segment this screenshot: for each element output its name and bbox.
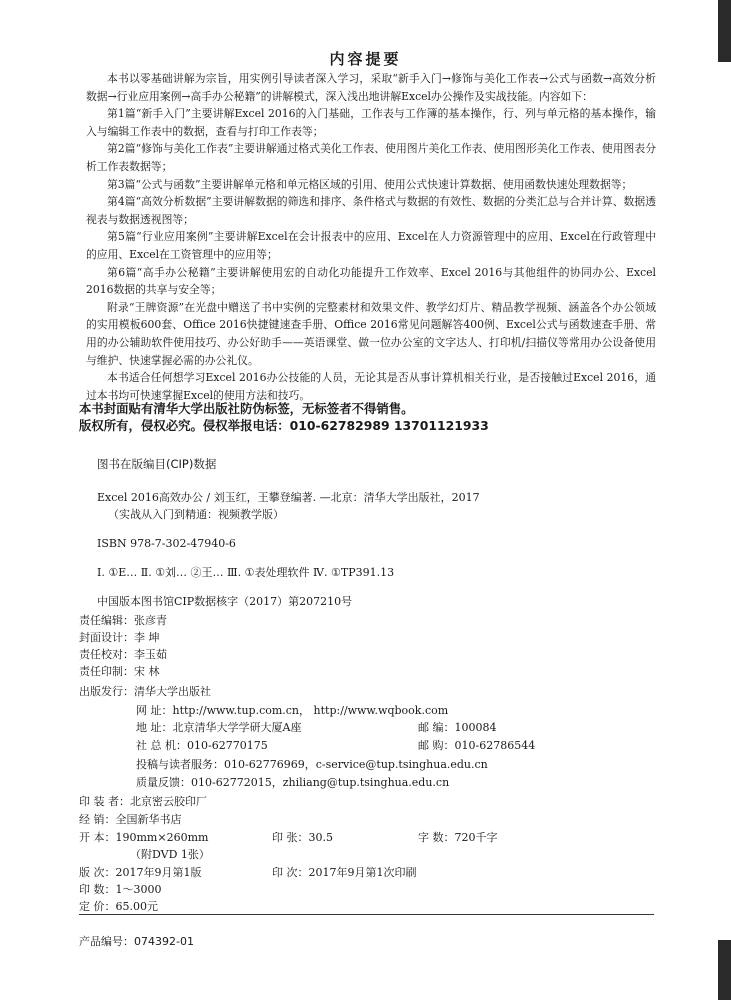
staff-label: 封面设计： [79,631,134,644]
staff-row [79,646,167,662]
staff-value: 李 坤 [134,631,160,644]
publisher-mailorder-row [418,737,535,753]
summary-paragraph: 第2篇“修饰与美化工作表”主要讲解通过格式美化工作表、使用图片美化工作表、使用图形美化工作表、使用图表分析工作表数据等； [86,142,656,173]
edition-label: 版 次： [79,866,116,879]
printer-label: 印 装 者： [79,795,130,808]
summary-paragraph: 第1篇“新手入门”主要讲解Excel 2016的入门基础，工作表与工作簿的基本操作，行、列与单元格的基本操作，输入与编辑工作表中的数据，查看与打印工作表等； [86,107,656,138]
distributor-value: 全国新华书店 [115,813,182,826]
sheets-row [272,829,333,845]
format-row [79,829,208,845]
dvd-row [130,846,210,862]
print-run-row [79,881,162,897]
quality-label: 质量反馈： [136,776,191,789]
cip-heading: 图书在版编目(CIP)数据 [97,457,217,471]
words-row [418,829,498,845]
cip-series-line: （实战从入门到精通：视频教学版） [108,508,284,521]
staff-value: 张彦青 [134,614,167,627]
quality-value: 010-62772015，zhiliang@tup.tsinghua.edu.cn [191,776,450,789]
switchboard-value: 010-62770175 [187,739,268,752]
page-edge-mark-bottom [718,940,731,1000]
impression-value: 2017年9月第1次印刷 [308,866,417,879]
summary-paragraph: 第4篇“高效分析数据”主要讲解数据的筛选和排序、条件格式与数据的有效性、数据的分类汇总与合并计算、数据透视表与数据透视图等； [86,195,656,226]
print-run-label: 印 数： [79,883,116,896]
impression-label: 印 次： [272,866,309,879]
publisher-address-row [136,719,301,735]
cip-classification: Ⅰ. ①E… Ⅱ. ①刘… ②王… Ⅲ. ①表处理软件 Ⅳ. ①TP391.13 [97,566,395,579]
summary-paragraph: 本书适合任何想学习Excel 2016办公技能的人员，无论其是否从事计算机相关行业，是否接触过Excel 2016，通过本书均可快速掌握Excel的使用方法和技巧。 [86,371,656,402]
publisher-row [79,683,211,699]
product-code [79,933,194,949]
edition-row [79,864,202,880]
contrib-label: 投稿与读者服务： [136,758,224,771]
print-run-value: 1～3000 [115,883,162,896]
cip-title-line: Excel 2016高效办公 / 刘玉红，王攀登编著. —北京：清华大学出版社，2017 [97,491,480,504]
publisher-postcode-row [418,719,497,735]
copyright-notice [79,400,489,434]
mail-order-value: 010-62786544 [454,739,536,752]
distributor-row [79,811,182,827]
publisher-label: 出版发行： [79,685,134,698]
contrib-value: 010-62776969，c-service@tup.tsinghua.edu.cn [224,758,488,771]
words-value: 720千字 [454,831,498,844]
distributor-label: 经 销： [79,813,116,826]
sheets-label: 印 张： [272,831,309,844]
format-label: 开 本： [79,831,116,844]
summary-paragraph: 附录“王牌资源”在光盘中赠送了书中实例的完整素材和效果文件、教学幻灯片、精品教学视频、涵盖各个办公领域的实用模板600套、Office 2016快捷键速查手册、Office 2016常见问题解答400例、Excel公式与函数速查手册、常用的办公辅助软件使用技巧、办公好助手——英语课堂、做一位办公室的文字达人、打印机/扫描仪等常用办公设备使用与维护、快速掌握必需的办公礼仪。 [86,300,656,367]
price-row [79,898,158,914]
web-value: http://www.tup.com.cn， http://www.wqbook.com [172,704,449,717]
mail-order-label: 邮 购： [418,739,455,752]
staff-value: 宋 林 [134,665,160,678]
postcode-label: 邮 编： [418,721,455,734]
summary-paragraph: 本书以零基础讲解为宗旨，用实例引导读者深入学习，采取“新手入门→修饰与美化工作表→公式与函数→高效分析数据→行业应用案例→高手办公秘籍”的讲解模式，深入浅出地讲解Excel办公操作及实战技能。内容如下： [86,72,656,103]
publisher-switchboard-row [136,737,268,753]
staff-row [79,612,167,628]
anti-counterfeit-notice: 本书封面贴有清华大学出版社防伪标签，无标签者不得销售。 [79,401,414,416]
cip-isbn: ISBN 978-7-302-47940-6 [97,537,236,550]
postcode-value: 100084 [454,721,497,734]
switchboard-label: 社 总 机： [136,739,187,752]
summary-paragraph: 第6篇“高手办公秘籍”主要讲解使用宏的自动化功能提升工作效率、Excel 2016与其他组件的协同办公、Excel 2016数据的共享与安全等； [86,265,656,297]
section-title: 内容提要 [329,50,402,68]
dvd-note: （附DVD 1张） [130,848,210,861]
printer-value: 北京密云胶印厂 [130,795,207,808]
summary-text [86,70,656,404]
piracy-report-line: 版权所有，侵权必究。侵权举报电话：010-62782989 13701121933 [79,418,489,433]
staff-label: 责任校对： [79,648,134,661]
address-value: 北京清华大学学研大厦A座 [172,721,302,734]
staff-row [79,663,160,679]
staff-row [79,629,160,645]
price-label: 定 价： [79,900,116,913]
words-label: 字 数： [418,831,455,844]
publisher-name: 清华大学出版社 [134,685,211,698]
staff-value: 李玉茹 [134,648,167,661]
product-code-label: 产品编号： [79,935,134,948]
publisher-quality-row [136,774,449,790]
staff-label: 责任编辑： [79,614,134,627]
summary-paragraph: 第3篇“公式与函数”主要讲解单元格和单元格区域的引用、使用公式快速计算数据、使用函数快速处理数据等； [107,177,633,191]
cip-number: 中国版本图书馆CIP数据核字（2017）第207210号 [97,595,353,608]
address-label: 地 址： [136,721,173,734]
product-code-value: 074392-01 [134,935,194,948]
cip-block [97,456,480,610]
sheets-value: 30.5 [308,831,333,844]
staff-label: 责任印制： [79,665,134,678]
format-value: 190mm×260mm [115,831,209,844]
edition-value: 2017年9月第1版 [115,866,202,879]
web-label: 网 址： [136,704,173,717]
printer-row [79,793,207,809]
impression-row [272,864,417,880]
publisher-contrib-row [136,756,488,772]
publisher-web-row [136,702,448,718]
summary-paragraph: 第5篇“行业应用案例”主要讲解Excel在会计报表中的应用、Excel在人力资源管理中的应用、Excel在行政管理中的应用、Excel在工资管理中的应用等； [86,230,656,261]
price-value: 65.00元 [115,900,158,913]
divider [79,914,654,915]
